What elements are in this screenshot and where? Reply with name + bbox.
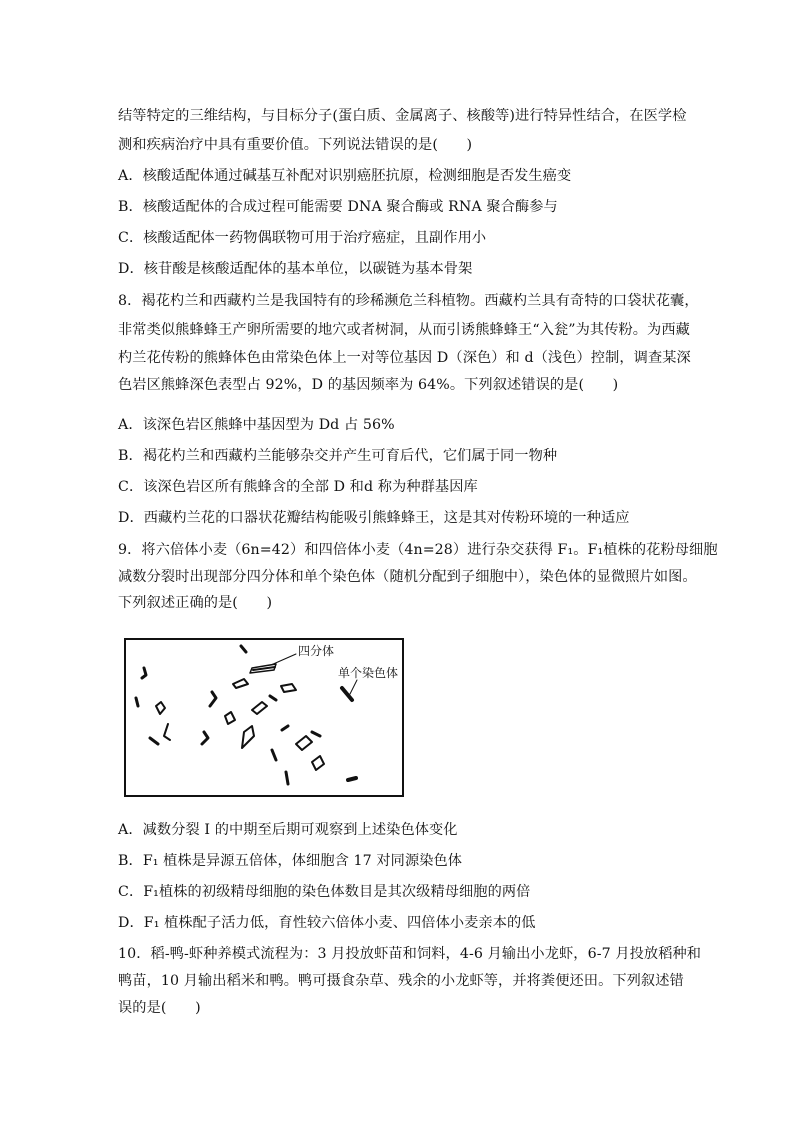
chromosome-10: [225, 712, 235, 724]
label-tetrad: 四分体: [298, 644, 335, 658]
q8-stem-line-2: 非常类似熊蜂蜂王产卵所需要的地穴或者树洞，从而引诱熊蜂蜂王“入瓮”为其传粉。为西藏: [118, 322, 690, 338]
q8-stem-line-1: 8．褐花杓兰和西藏杓兰是我国特有的珍稀濒危兰科植物。西藏杓兰具有奇特的口袋状花囊，: [118, 293, 699, 309]
q9-stem-line-1: 9．将六倍体小麦（6n=42）和四倍体小麦（4n=28）进行杂交获得 F₁。F₁植株的花粉母细胞: [118, 542, 718, 558]
chromosome-3: [233, 679, 248, 688]
chromosome-18: [272, 750, 276, 760]
q8-stem-line-4: 色岩区熊蜂深色表型占 92%，D 的基因频率为 64%。下列叙述错误的是( ): [118, 377, 619, 393]
q7-option-d: D．核苷酸是核酸适配体的基本单位，以碳链为基本骨架: [118, 261, 473, 277]
chromosome-16: [296, 736, 312, 750]
chromosome-4: [281, 684, 296, 692]
chromosome-8: [252, 702, 267, 714]
q9-stem-line-3: 下列叙述正确的是( ): [118, 595, 273, 611]
q7-stem-line-2: 测和疾病治疗中具有重要价值。下列说法错误的是( ): [118, 137, 473, 153]
q9-option-d: D．F₁ 植株配子活力低，育性较六倍体小麦、四倍体小麦亲本的低: [118, 915, 536, 931]
q8-option-d: D．西藏杓兰花的口器状花瓣结构能吸引熊蜂蜂王，这是其对传粉环境的一种适应: [118, 510, 630, 526]
q9-option-c: C．F₁植株的初级精母细胞的染色体数目是其次级精母细胞的两倍: [118, 884, 531, 900]
q8-option-c: C．该深色岩区所有熊蜂含的全部 D 和d 称为种群基因库: [118, 479, 478, 495]
q7-option-c: C．核酸适配体一药物偶联物可用于治疗癌症，且副作用小: [118, 230, 487, 246]
chromosome-drawing: [126, 640, 402, 795]
chromosome-11: [164, 724, 170, 740]
label-single-chromosome: 单个染色体: [338, 666, 399, 680]
chromosome-2: [142, 668, 146, 678]
q9-option-b: B．F₁ 植株是异源五倍体，体细胞含 17 对同源染色体: [118, 853, 463, 869]
chromosome-15: [282, 726, 288, 730]
q8-option-b: B．褐花杓兰和西藏杓兰能够杂交并产生可育后代，它们属于同一物种: [118, 448, 558, 464]
q10-stem-line-1: 10．稻-鸭-虾种养模式流程为：3 月投放虾苗和饲料，4-6 月输出小龙虾，6-7 月投放稻种和: [118, 946, 702, 962]
q7-option-a: A．核酸适配体通过碱基互补配对识别癌胚抗原，检测细胞是否发生癌变: [118, 168, 572, 184]
chromosome-7: [210, 692, 216, 706]
chromosome-9: [270, 696, 276, 700]
chromosome-13: [202, 732, 208, 744]
single-pointer-line: [350, 680, 357, 694]
q9-option-a: A．减数分裂 I 的中期至后期可观察到上述染色体变化: [118, 822, 458, 838]
q10-stem-line-2: 鸭苗，10 月输出稻米和鸭。鸭可摄食杂草、残余的小龙虾等，并将粪便还田。下列叙述错: [118, 973, 684, 989]
chromosome-14: [242, 726, 254, 748]
chromosome-1: [241, 646, 246, 652]
chromosome-5: [136, 698, 138, 706]
q10-stem-line-3: 误的是( ): [118, 1000, 201, 1016]
tetrad-pointer-line: [271, 654, 296, 665]
chromosome-12: [150, 738, 158, 744]
q8-stem-line-3: 杓兰花传粉的熊蜂体色由常染色体上一对等位基因 D（深色）和 d（浅色）控制，调查某深: [118, 350, 691, 366]
chromosome-17: [312, 732, 320, 736]
chromosome-6: [156, 702, 165, 714]
q7-option-b: B．核酸适配体的合成过程可能需要 DNA 聚合酶或 RNA 聚合酶参与: [118, 199, 558, 215]
q9-stem-line-2: 减数分裂时出现部分四分体和单个染色体（随机分配到子细胞中），染色体的显微照片如图。: [118, 569, 697, 585]
chromosome-micrograph-figure: [124, 638, 404, 797]
chromosome-21: [348, 778, 356, 780]
chromosome-20: [286, 772, 288, 784]
q8-option-a: A．该深色岩区熊蜂中基因型为 Dd 占 56%: [118, 417, 395, 433]
q7-stem-line-1: 结等特定的三维结构，与目标分子(蛋白质、金属离子、核酸等)进行特异性结合，在医学检: [118, 108, 687, 124]
chromosome-19: [312, 756, 324, 770]
